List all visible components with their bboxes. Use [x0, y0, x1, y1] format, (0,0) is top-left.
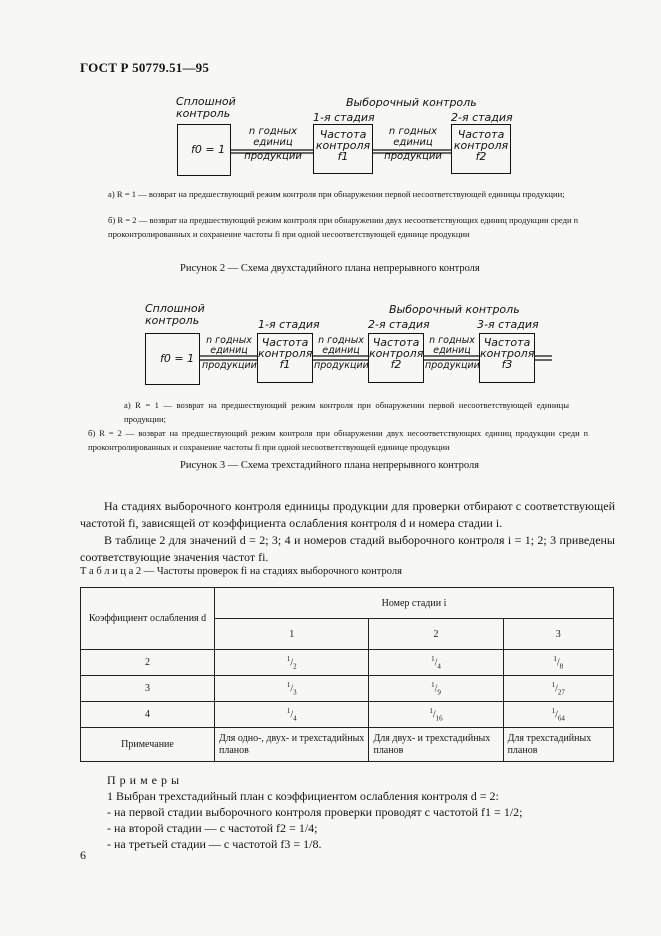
- table-cell: $^1/_{64}$: [503, 702, 613, 728]
- fig3-continuous-label: Сплошной контроль: [145, 302, 205, 327]
- fig2-note-a: а) R = 1 — возврат на предшествующий режим контроля при обнаружении первой несоответствующей единицы продукции;: [108, 189, 565, 199]
- fig3-selective-label: Выборочный контроль: [389, 303, 520, 316]
- table-cell: $^1/_4$: [215, 702, 369, 728]
- table-note-cell: Для одно-, двух- и трехстадийных планов: [215, 728, 369, 762]
- fig2-arrow-bottom-1: продукции: [244, 151, 302, 162]
- table-note-cell: Для трехстадийных планов: [503, 728, 613, 762]
- table-cell: $^1/_4$: [369, 650, 503, 676]
- fig2-box-stage1: Частота контроля f1: [313, 124, 373, 174]
- table-cell-d: 4: [81, 702, 215, 728]
- paragraph-1: На стадиях выборочного контроля единицы продукции для проверки отбирают с соответствующей частотой fi, зависящей от коэффициента ослабления контроля d и номера стадии i.: [80, 499, 615, 530]
- frequency-table: [80, 587, 614, 762]
- table-header-stage-2: 2: [369, 619, 503, 650]
- table-cell: $^1/_3$: [215, 676, 369, 702]
- fig3-arrow-label-1: n годных единиц: [206, 335, 252, 356]
- fig2-arrow-bottom-2: продукции: [384, 151, 442, 162]
- fig2-box-continuous: f0 = 1: [177, 124, 231, 176]
- fig2-arrow-label-2: n годных единиц: [388, 126, 438, 148]
- examples-line-2: - на первой стадии выборочного контроля проверки проводят с частотой f1 = 1/2;: [107, 805, 523, 819]
- fig3-note-a: а) R = 1 — возврат на предшествующий режим контроля при обнаружении первой несоответствующей единицы продукции;: [124, 400, 569, 424]
- fig3-box-stage1: Частота контроля f1: [257, 333, 313, 383]
- fig3-stage2-label: 2-я стадия: [368, 318, 430, 331]
- table-header-d: Коэффициент ослабления d: [81, 588, 215, 650]
- fig2-box-stage2: Частота контроля f2: [451, 124, 511, 174]
- table-row: [81, 650, 614, 676]
- fig3-stage1-label: 1-я стадия: [258, 318, 320, 331]
- table-cell: $^1/_8$: [503, 650, 613, 676]
- fig3-arrow-label-2: n годных единиц: [318, 335, 364, 356]
- table-title: Т а б л и ц а 2 — Частоты проверок fi на стадиях выборочного контроля: [80, 566, 402, 577]
- examples-line-4: - на третьей стадии — с частотой f3 = 1/8.: [107, 837, 322, 851]
- fig3-box-stage3: Частота контроля f3: [479, 333, 535, 383]
- fig2-arrow-label-1: n годных единиц: [248, 126, 298, 148]
- table-row-note: [81, 728, 614, 762]
- table-note-label: Примечание: [81, 728, 215, 762]
- fig3-caption: Рисунок 3 — Схема трехстадийного плана непрерывного контроля: [180, 460, 480, 471]
- table-row: [81, 676, 614, 702]
- fig3-arrow-bottom-2: продукции: [314, 360, 369, 371]
- paragraph-2: В таблице 2 для значений d = 2; 3; 4 и номеров стадий выборочного контроля i = 1; 2; 3 приведены соответствующие значения частот fi.: [80, 533, 615, 564]
- fig2-caption: Рисунок 2 — Схема двухстадийного плана непрерывного контроля: [180, 263, 480, 274]
- fig3-arrow-label-3: n годных единиц: [429, 335, 475, 356]
- table-header-stage: Номер стадии i: [215, 588, 614, 619]
- fig2-stage1-label: 1-я стадия: [313, 111, 375, 124]
- table-row: [81, 702, 614, 728]
- examples-line-3: - на второй стадии — с частотой f2 = 1/4;: [107, 821, 318, 835]
- fig3-stage3-label: 3-я стадия: [477, 318, 539, 331]
- table-cell: $^1/_2$: [215, 650, 369, 676]
- fig2-stage2-label: 2-я стадия: [451, 111, 513, 124]
- table-note-cell: Для двух- и трехстадийных планов: [369, 728, 503, 762]
- fig2-selective-label: Выборочный контроль: [346, 96, 477, 109]
- table-cell: $^1/_{27}$: [503, 676, 613, 702]
- document-header: ГОСТ Р 50779.51—95: [80, 60, 210, 75]
- fig3-box-stage2: Частота контроля f2: [368, 333, 424, 383]
- table-cell-d: 3: [81, 676, 215, 702]
- table-header-stage-3: 3: [503, 619, 613, 650]
- examples-line-1: 1 Выбран трехстадийный план с коэффициентом ослабления контроля d = 2:: [107, 789, 499, 803]
- fig2-note-b: б) R = 2 — возврат на предшествующий режим контроля при обнаружении двух несоответствующих единиц продукции среди n проконтролированных и сохранение частоты fi при одной несоответствующей единице продукции: [108, 215, 578, 239]
- fig3-box-continuous: f0 = 1: [145, 333, 200, 385]
- fig3-arrow-bottom-1: продукции: [202, 360, 257, 371]
- table-cell: $^1/_{16}$: [369, 702, 503, 728]
- examples-block: [107, 772, 522, 852]
- table-cell: $^1/_9$: [369, 676, 503, 702]
- table-cell-d: 2: [81, 650, 215, 676]
- fig3-note-b: б) R = 2 — возврат на предшествующий режим контроля при обнаружении двух несоответствующих единиц продукции среди n проконтролированных и сохранение частоты fi при одной несоответствующей единице продукции: [88, 428, 588, 452]
- fig2-continuous-label: Сплошной контроль: [176, 95, 236, 120]
- examples-title: П р и м е р ы: [107, 773, 180, 787]
- table-header-stage-1: 1: [215, 619, 369, 650]
- fig3-arrow-bottom-3: продукции: [425, 360, 480, 371]
- page-number: 6: [80, 848, 86, 862]
